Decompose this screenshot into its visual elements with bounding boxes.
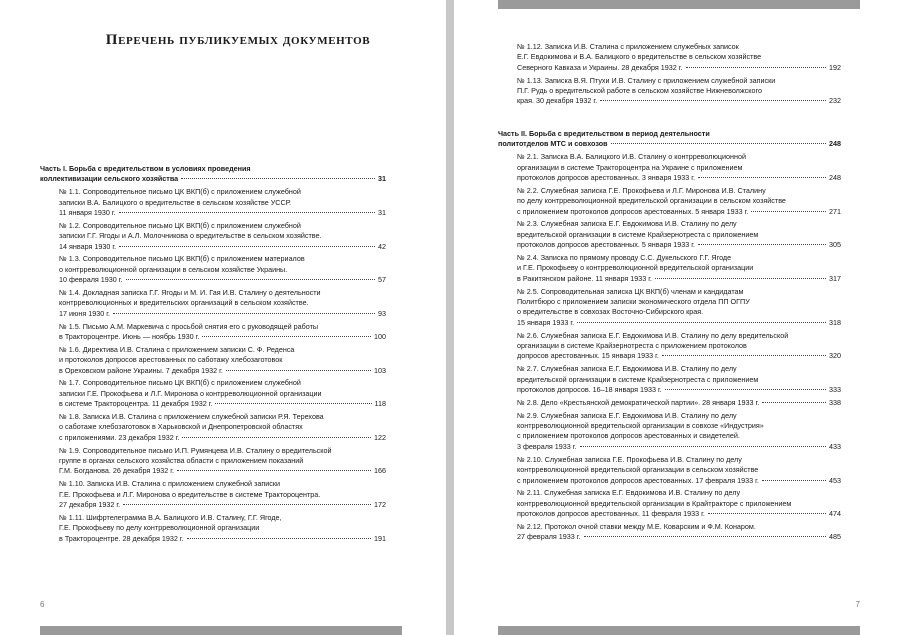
entry-page-number: 172 <box>374 500 386 510</box>
dot-leader <box>762 480 826 481</box>
entry-title-line: в Трактороцентре. 28 декабря 1932 г. <box>59 533 184 543</box>
table-of-contents-right-continued <box>498 42 841 109</box>
entry-title-line: № 2.3. Служебная записка Е.Г. Евдокимова И.В. Сталину по делу <box>517 219 737 229</box>
entry-title-line: в Ракитянском районе. 11 января 1933 г. <box>517 273 652 283</box>
entry-title-line: вредительской организации в системе Крайзернотреста с приложением <box>517 374 759 384</box>
entry-page-number: 474 <box>829 509 841 519</box>
entry-page-number: 320 <box>829 351 841 361</box>
entry-title-line: № 2.8. Дело «Крестьянской демократической партии». 28 января 1933 г. <box>517 397 760 407</box>
right-page <box>454 0 900 635</box>
dot-leader <box>177 470 371 471</box>
entry-page-number: 333 <box>829 385 841 395</box>
entry-last-line <box>59 500 386 510</box>
toc-entry <box>498 42 841 73</box>
toc-entry <box>498 331 841 362</box>
entry-title-line: № 2.7. Служебная записка Е.Г. Евдокимова И.В. Сталину по делу <box>517 364 737 374</box>
page-number-right: 7 <box>855 600 860 609</box>
entry-last-line <box>40 174 386 184</box>
entry-last-line <box>59 332 386 342</box>
entry-title-line: № 1.12. Записка И.В. Сталина с приложением служебных записок <box>517 42 739 51</box>
table-of-contents-right <box>498 129 841 545</box>
entry-title-line: протоколов допросов арестованных. 3 января 1933 г. <box>517 173 695 183</box>
entry-title-line: протоколов допросов арестованных. 11 февраля 1933 г. <box>517 509 705 519</box>
entry-page-number: 118 <box>374 399 386 409</box>
entry-page-number: 31 <box>378 174 386 184</box>
toc-entry <box>498 219 841 250</box>
entry-last-line <box>517 398 841 408</box>
entry-title-line: края. 30 декабря 1932 г. <box>517 96 598 106</box>
entry-title-line: Часть I. Борьба с вредительством в условиях проведения <box>40 164 251 173</box>
entry-page-number: 453 <box>829 475 841 485</box>
entry-title-line: контрреволюционной вредительской организации в совхозе «Индустрия» <box>517 421 764 431</box>
entry-page-number: 191 <box>374 533 386 543</box>
entry-title-line: о контрреволюционной организации в сельском хозяйстве Украины. <box>59 264 288 274</box>
toc-entry <box>40 221 386 252</box>
entry-title-line: и протоколов допросов арестованных по саботажу хлебозаготовок <box>59 355 283 365</box>
entry-title-line: записки В.А. Балицкого о вредительстве в сельском хозяйстве УССР. <box>59 197 292 207</box>
entry-title-line: № 2.12. Протокол очной ставки между М.Е. Коварским и Ф.М. Конаром. <box>517 521 756 531</box>
dot-leader <box>119 212 375 213</box>
entry-title-line: контрреволюционной вредительской организации в сельском хозяйстве <box>517 465 759 475</box>
toc-entry <box>40 446 386 477</box>
entry-title-line: Часть II. Борьба с вредительством в период деятельности <box>498 129 710 138</box>
entry-page-number: 192 <box>829 62 841 72</box>
entry-last-line <box>517 207 841 217</box>
entry-title-line: в Ореховском районе Украины. 7 декабря 1932 г. <box>59 365 223 375</box>
entry-last-line <box>59 534 386 544</box>
entry-title-line: Г.Е. Прокофьеву по делу контрреволюционной организации <box>59 523 260 533</box>
entry-last-line <box>517 318 841 328</box>
entry-title-line: № 1.11. Шифртелеграмма В.А. Балицкого И.В. Сталину, Г.Г. Ягоде, <box>59 512 282 522</box>
entry-title-line: Политбюро с приложением записки экономического отдела ПП ОГПУ <box>517 297 750 307</box>
entry-title-line: 3 февраля 1933 г. <box>517 441 577 451</box>
entry-page-number: 433 <box>829 441 841 451</box>
dot-leader <box>182 437 371 438</box>
dot-leader <box>762 402 826 403</box>
entry-title-line: Г.М. Богданова. 26 декабря 1932 г. <box>59 466 175 476</box>
entry-title-line: контрреволюционной вредительской организации в Крайтракторе с приложением <box>517 498 792 508</box>
entry-title-line: № 1.4. Докладная записка Г.Г. Ягоды и М. И. Гая И.В. Сталину о деятельности <box>59 288 321 298</box>
toc-entry <box>498 488 841 519</box>
toc-entry <box>498 287 841 329</box>
entry-title-line: № 2.10. Служебная записка Г.Е. Прокофьева И.В. Сталину по делу <box>517 454 742 464</box>
toc-entry <box>498 398 841 408</box>
entry-title-line: № 1.8. Записка И.В. Сталина с приложением служебной записки Р.Я. Терехова <box>59 412 324 422</box>
dot-leader <box>708 513 826 514</box>
entry-title-line: № 1.13. Записка В.Я. Птухи И.В. Сталину с приложением служебной записки <box>517 75 776 85</box>
entry-title-line: в Трактороцентре. Июнь — ноябрь 1930 г. <box>59 332 200 342</box>
entry-title-line: П.Г. Рудь о вредительской работе в сельском хозяйстве Нижневолжского <box>517 86 762 96</box>
entry-last-line <box>517 351 841 361</box>
entry-last-line <box>59 466 386 476</box>
page-bottom-bar <box>40 626 402 635</box>
dot-leader <box>665 389 826 390</box>
dot-leader <box>600 100 826 101</box>
entry-last-line <box>59 309 386 319</box>
page-heading: Перечень публикуемых документов <box>105 32 371 48</box>
entry-title-line: политотделов МТС и совхозов <box>498 139 608 149</box>
dot-leader <box>126 279 375 280</box>
entry-title-line: Г.Е. Прокофьева и Л.Г. Миронова о вредительстве в системе Трактороцентра. <box>59 489 321 499</box>
entry-title-line: № 2.2. Служебная записка Г.Е. Прокофьева и Л.Г. Миронова И.В. Сталину <box>517 185 766 195</box>
dot-leader <box>580 446 826 447</box>
toc-entry <box>498 186 841 217</box>
entry-title-line: и Г.Е. Прокофьеву о контрреволюционной вредительской организации <box>517 263 754 273</box>
entry-page-number: 248 <box>829 173 841 183</box>
toc-entry <box>498 364 841 395</box>
entry-title-line: № 1.9. Сопроводительное письмо И.П. Румянцева И.В. Сталину о вредительской <box>59 445 332 455</box>
entry-title-line: № 2.6. Служебная записка Е.Г. Евдокимова И.В. Сталину по делу вредительской <box>517 330 789 340</box>
entry-title-line: № 2.9. Служебная записка Е.Г. Евдокимова И.В. Сталину по делу <box>517 410 737 420</box>
entry-title-line: 14 января 1930 г. <box>59 241 117 251</box>
toc-entry <box>40 479 386 510</box>
entry-last-line <box>59 433 386 443</box>
entry-title-line: контрреволюционных и вредительских организаций в сельском хозяйстве. <box>59 298 309 308</box>
entry-last-line <box>59 208 386 218</box>
entry-title-line: № 1.1. Сопроводительное письмо ЦК ВКП(б) с приложением служебной <box>59 187 301 197</box>
toc-entry <box>40 288 386 319</box>
entry-title-line: с приложением протоколов допросов арестованных и свидетелей. <box>517 431 740 441</box>
toc-entry <box>40 513 386 544</box>
page-bottom-bar <box>498 626 860 635</box>
entry-title-line: организации в системе Крайзернотреста с приложением протоколов <box>517 341 747 351</box>
table-of-contents-left <box>40 164 386 547</box>
dot-leader <box>655 278 826 279</box>
entry-last-line <box>517 274 841 284</box>
entry-title-line: № 2.11. Служебная записка Е.Г. Евдокимова И.В. Сталину по делу <box>517 488 741 498</box>
dot-leader <box>113 313 375 314</box>
entry-last-line <box>59 366 386 376</box>
entry-title-line: № 1.5. Письмо А.М. Маркевича с просьбой снятия его с руководящей работы <box>59 321 319 331</box>
entry-title-line: по делу контрреволюционной вредительской организации в сельском хозяйстве <box>517 196 786 206</box>
entry-last-line <box>59 275 386 285</box>
entry-title-line: в системе Трактороцентра. 11 декабря 1932 г. <box>59 399 213 409</box>
entry-title-line: № 1.2. Сопроводительное письмо ЦК ВКП(б) с приложением служебной <box>59 220 301 230</box>
entry-title-line: Северного Кавказа и Украины. 28 декабря 1932 г. <box>517 62 683 72</box>
toc-entry <box>498 152 841 183</box>
entry-title-line: 17 июня 1930 г. <box>59 308 110 318</box>
entry-last-line <box>517 63 841 73</box>
dot-leader <box>123 504 371 505</box>
entry-title-line: с приложением протоколов допросов арестованных. 17 февраля 1933 г. <box>517 475 759 485</box>
entry-page-number: 305 <box>829 240 841 250</box>
entry-title-line: Е.Г. Евдокимова и В.А. Балицкого о вредительстве в сельском хозяйстве <box>517 52 762 62</box>
entry-title-line: допросов арестованных. 15 января 1933 г. <box>517 351 659 361</box>
entry-title-line: № 2.5. Сопроводительная записка ЦК ВКП(б) членам и кандидатам <box>517 286 744 296</box>
dot-leader <box>584 536 826 537</box>
entry-title-line: № 1.6. Директива И.В. Сталина с приложением записки С. Ф. Реденса <box>59 344 295 354</box>
entry-title-line: группе в органах сельского хозяйства области с приложением показаний <box>59 456 304 466</box>
entry-title-line: протоколов допросов арестованных. 5 января 1933 г. <box>517 240 695 250</box>
entry-title-line: № 1.10. Записка И.В. Сталина с приложением служебной записки <box>59 479 280 489</box>
entry-page-number: 232 <box>829 96 841 106</box>
entry-title-line: № 1.3. Сопроводительное письмо ЦК ВКП(б) с приложением материалов <box>59 254 305 264</box>
dot-leader <box>181 178 375 179</box>
entry-last-line <box>59 399 386 409</box>
entry-page-number: 485 <box>829 532 841 542</box>
entry-page-number: 42 <box>378 241 386 251</box>
entry-last-line <box>517 509 841 519</box>
entry-title-line: 10 февраля 1930 г. <box>59 275 123 285</box>
entry-title-line: коллективизации сельского хозяйства <box>40 174 179 184</box>
entry-page-number: 318 <box>829 317 841 327</box>
dot-leader <box>686 67 826 68</box>
entry-title-line: 27 декабря 1932 г. <box>59 500 121 510</box>
dot-leader <box>226 370 371 371</box>
toc-entry <box>40 345 386 376</box>
entry-last-line <box>517 532 841 542</box>
toc-entry <box>498 76 841 107</box>
dot-leader <box>611 143 826 144</box>
toc-entry <box>40 412 386 443</box>
entry-title-line: с приложениями. 23 декабря 1932 г. <box>59 432 180 442</box>
dot-leader <box>215 403 371 404</box>
entry-title-line: о саботаже хлебозаготовок в Харьковской и Днепропетровской областях <box>59 422 303 432</box>
dot-leader <box>187 538 371 539</box>
toc-entry <box>40 378 386 409</box>
entry-page-number: 122 <box>374 432 386 442</box>
entry-page-number: 57 <box>378 275 386 285</box>
entry-page-number: 317 <box>829 273 841 283</box>
dot-leader <box>698 177 826 178</box>
entry-last-line <box>517 385 841 395</box>
entry-page-number: 93 <box>378 308 386 318</box>
entry-page-number: 338 <box>829 397 841 407</box>
entry-title-line: записки Г.Г. Ягоды и А.Л. Молочникова о вредительстве в сельском хозяйстве. <box>59 231 322 241</box>
entry-title-line: 15 января 1933 г. <box>517 317 575 327</box>
entry-last-line <box>517 96 841 106</box>
page-top-bar <box>498 0 860 9</box>
page-number-left: 6 <box>40 600 45 609</box>
entry-title-line: № 2.4. Записка по прямому проводу С.С. Дукельского Г.Г. Ягоде <box>517 253 732 263</box>
entry-title-line: протоколов допросов. 16–18 января 1933 г. <box>517 385 662 395</box>
toc-entry <box>498 522 841 543</box>
entry-last-line <box>498 139 841 149</box>
entry-page-number: 166 <box>374 466 386 476</box>
toc-entry <box>40 254 386 285</box>
toc-entry <box>498 411 841 453</box>
entry-title-line: записки Г.Е. Прокофьева и Л.Г. Миронова о контрреволюционной организации <box>59 388 322 398</box>
entry-last-line <box>517 476 841 486</box>
entry-last-line <box>517 240 841 250</box>
entry-last-line <box>517 173 841 183</box>
dot-leader <box>751 211 826 212</box>
part-heading <box>498 129 841 150</box>
dot-leader <box>662 355 826 356</box>
dot-leader <box>119 246 375 247</box>
toc-entry <box>498 253 841 284</box>
entry-page-number: 271 <box>829 206 841 216</box>
entry-page-number: 103 <box>374 365 386 375</box>
entry-title-line: № 2.1. Записка В.А. Балицкого И.В. Сталину о контрреволюционной <box>517 152 746 162</box>
entry-title-line: 11 января 1930 г. <box>59 208 116 218</box>
entry-title-line: вредительской организации в системе Крайзернотреста с приложением <box>517 229 759 239</box>
entry-last-line <box>517 442 841 452</box>
dot-leader <box>202 336 371 337</box>
entry-page-number: 248 <box>829 139 841 149</box>
left-page <box>0 0 446 635</box>
entry-title-line: 27 февраля 1933 г. <box>517 532 581 542</box>
part-heading <box>40 164 386 185</box>
dot-leader <box>698 244 826 245</box>
entry-page-number: 31 <box>378 208 386 218</box>
entry-page-number: 100 <box>374 332 386 342</box>
dot-leader <box>577 322 826 323</box>
entry-title-line: организации в системе Трактороцентра на Украине с приложением <box>517 162 743 172</box>
entry-title-line: с приложением протоколов допросов арестованных. 5 января 1933 г. <box>517 206 749 216</box>
toc-entry <box>498 455 841 486</box>
entry-title-line: № 1.7. Сопроводительное письмо ЦК ВКП(б) с приложением служебной <box>59 378 301 388</box>
toc-entry <box>40 187 386 218</box>
toc-entry <box>40 322 386 343</box>
entry-last-line <box>59 242 386 252</box>
entry-title-line: о вредительстве в совхозах Восточно-Сибирского края. <box>517 307 704 317</box>
